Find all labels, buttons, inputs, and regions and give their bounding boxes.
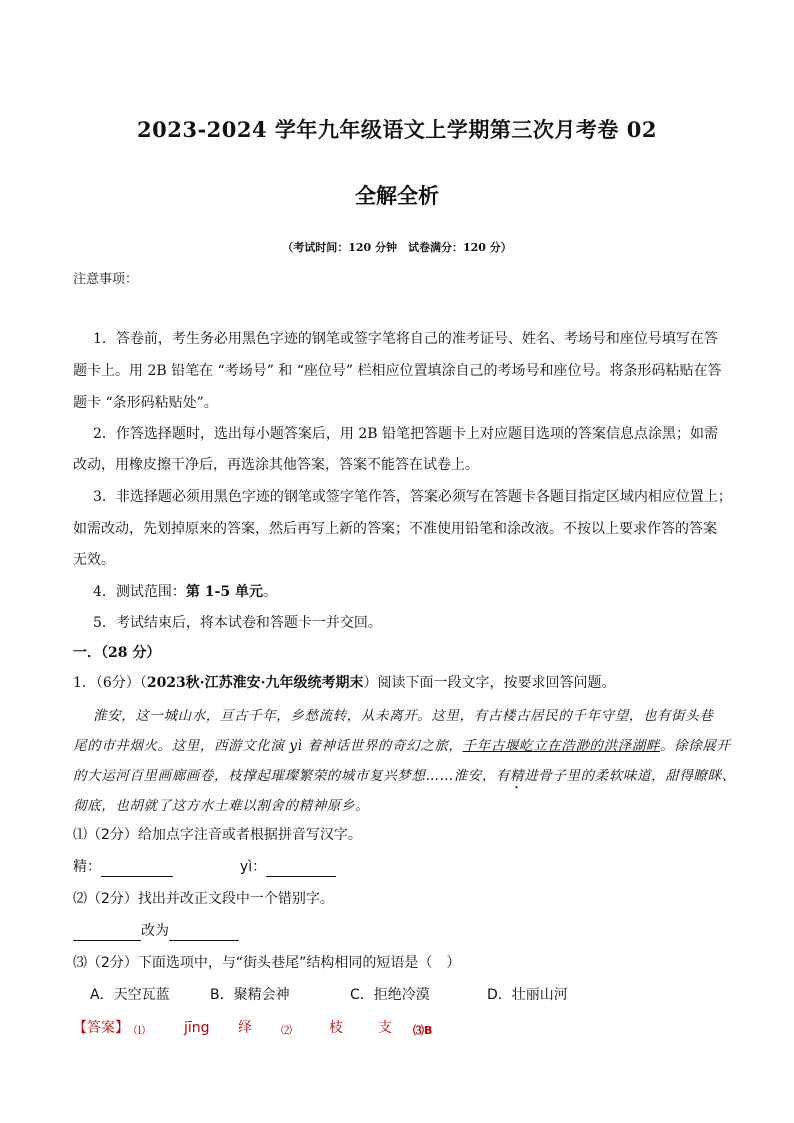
question-1-source: 2023秋·江苏淮安·九年级统考期末 bbox=[146, 675, 364, 691]
passage-line-3-start: 的大运河百里画廊画卷，枝撑起璀璨繁荣的城市复兴梦想……淮安，有 bbox=[73, 768, 511, 784]
section-1-heading: 一．（28 分） bbox=[73, 645, 161, 661]
passage-line-1: 淮安，这一城山水，亘古千年，乡愁流转，从未离开。这里，有古楼古居民的千年守望，也有街头巷 bbox=[93, 708, 714, 724]
question-1-prefix: 1．（6分）（ bbox=[73, 675, 147, 691]
note-item-3-line-1: 3．非选择题必须用黑色字迹的钢笔或签字笔作答，答案必须写在答题卡各题目指定区域内相应位置上； bbox=[93, 489, 732, 505]
note-item-4-prefix: 4．测试范围： bbox=[93, 584, 186, 600]
passage-line-2-end: 。徐徐展开 bbox=[659, 738, 731, 754]
note-item-4 bbox=[93, 582, 277, 602]
note-item-1-line-3: 题卡 “条形码粘贴处”。 bbox=[73, 395, 218, 411]
question-1-stem bbox=[73, 673, 616, 693]
passage-line-4: 彻底，也胡就了这方水土难以割舍的精神原乡。 bbox=[73, 798, 370, 814]
option-b: B．聚精会神 bbox=[210, 987, 290, 1003]
sub-question-2-blanks bbox=[73, 921, 239, 941]
sub-question-1-blanks bbox=[73, 857, 336, 877]
sub-question-2: ⑵（2分）找出并改正文段中一个错别字。 bbox=[73, 891, 334, 907]
note-item-1-line-1: 1．答卷前，考生务必用黑色字迹的钢笔或签字笔将自己的准考证号、姓名、考场号和座位号填写在答 bbox=[93, 331, 718, 347]
note-item-2-line-2: 改动，用橡皮擦干净后，再选涂其他答案，答案不能答在试卷上。 bbox=[73, 457, 479, 473]
note-item-2-line-1: 2．作答选择题时，选出每小题答案后，用 2B 铅笔把答题卡上对应题目选项的答案信息点涂黑；如需 bbox=[93, 426, 719, 442]
note-item-4-value: 第 1-5 单元 bbox=[185, 584, 263, 600]
note-item-1-line-2: 题卡上。用 2B 铅笔在 “考场号” 和 “座位号” 栏相应位置填涂自己的考场号和座位号。将条形码粘贴在答 bbox=[73, 363, 722, 379]
passage-line-3 bbox=[73, 764, 736, 792]
answer-correct-char: 支 bbox=[378, 1020, 392, 1036]
passage-dotted-char: 精 bbox=[510, 768, 525, 784]
option-a: A．天空瓦蓝 bbox=[90, 987, 170, 1003]
notes-heading: 注意事项： bbox=[73, 272, 139, 287]
passage-line-2-start: 尾的市井烟火。这里，西游文化演 yì 着神话世界的奇幻之旅， bbox=[73, 738, 463, 754]
blank-1-line bbox=[101, 862, 173, 877]
page-title: 2023-2024 学年九年级语文上学期第三次月考卷 02 bbox=[137, 117, 657, 142]
blank-1-label: 精： bbox=[73, 859, 101, 875]
answer-char-1: 绎 bbox=[238, 1020, 252, 1036]
note-item-4-suffix: 。 bbox=[262, 584, 277, 600]
option-c: C．拒绝冷漠 bbox=[350, 987, 430, 1003]
answer-pinyin: jīng bbox=[184, 1020, 210, 1036]
question-1-suffix: ）阅读下面一段文字，按要求回答问题。 bbox=[363, 675, 616, 691]
option-d: D．壮丽山河 bbox=[487, 987, 568, 1003]
passage-line-3-end: 进骨子里的柔软味道，甜得瞭眯、 bbox=[524, 768, 736, 784]
sub-question-3: ⑶（2分）下面选项中，与“街头巷尾”结构相同的短语是（ ） bbox=[73, 955, 461, 971]
answer-part-3: ⑶B bbox=[413, 1024, 433, 1037]
blank-4-line bbox=[169, 926, 239, 941]
blank-2-line bbox=[266, 862, 336, 877]
exam-info: （考试时间：120 分钟 试卷满分：120 分） bbox=[282, 241, 512, 254]
note-item-5: 5．考试结束后，将本试卷和答题卡一并交回。 bbox=[93, 615, 382, 631]
correct-to-label: 改为 bbox=[141, 923, 169, 939]
answer-label: 【答案】 bbox=[73, 1020, 129, 1036]
sub-question-1: ⑴（2分）给加点字注音或者根据拼音写汉字。 bbox=[73, 827, 362, 843]
blank-2-label: yì： bbox=[239, 859, 267, 875]
passage-underlined-sentence: 千年古堰屹立在浩渺的洪泽湖畔 bbox=[462, 738, 660, 754]
page-subtitle: 全解全析 bbox=[355, 184, 439, 208]
blank-3-line bbox=[73, 926, 141, 941]
passage-line-2 bbox=[73, 734, 730, 754]
note-item-3-line-3: 无效。 bbox=[73, 552, 115, 568]
answer-part-1-marker: ⑴ bbox=[134, 1024, 145, 1037]
answer-wrong-char: 枝 bbox=[329, 1020, 343, 1036]
note-item-3-line-2: 如需改动，先划掉原来的答案，然后再写上新的答案；不准使用铅笔和涂改液。不按以上要求作答的答案 bbox=[73, 521, 717, 537]
answer-part-2-marker: ⑵ bbox=[281, 1024, 292, 1037]
